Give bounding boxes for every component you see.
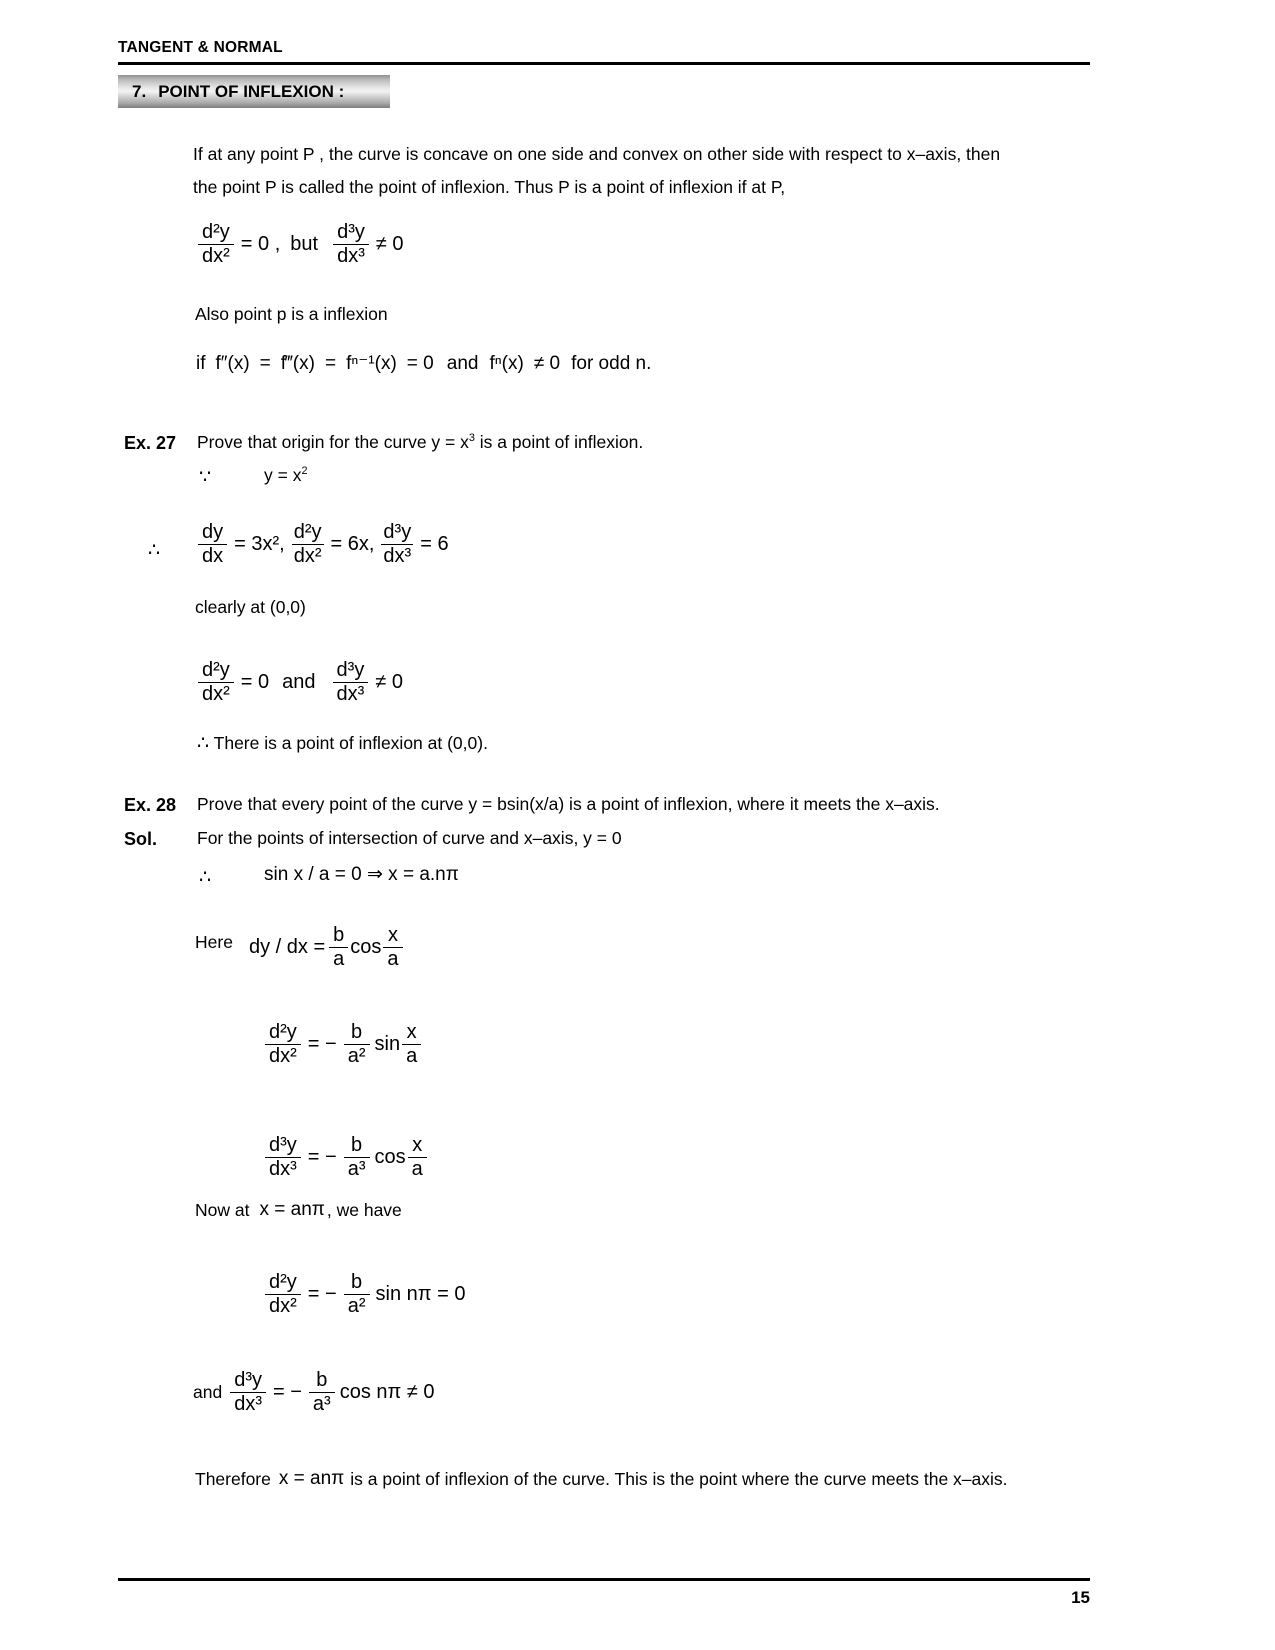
b-numerator-d2y: b bbox=[351, 1021, 363, 1043]
dx3-denominator-origin: dx³ bbox=[333, 682, 369, 705]
b-over-a3-fraction bbox=[344, 1135, 370, 1180]
odd-n-tail: for odd n. bbox=[571, 352, 652, 374]
dx2-denominator-ex28: dx² bbox=[265, 1044, 301, 1067]
intro-paragraph bbox=[193, 138, 1093, 204]
third-derivative-not-equal-zero: ≠ 0 bbox=[375, 233, 404, 255]
a-arg-denominator: a bbox=[383, 947, 402, 970]
now-at-value: x = anπ bbox=[259, 1199, 325, 1220]
a3-denominator-d3y: a³ bbox=[344, 1157, 370, 1180]
example-27-origin-values bbox=[196, 660, 408, 705]
d3y-dx3-fraction-at-point bbox=[230, 1370, 266, 1415]
second-derivative-denominator: dx² bbox=[198, 244, 234, 267]
cos-n-pi-not-equal-zero: cos nπ ≠ 0 bbox=[339, 1381, 435, 1403]
d3y-numerator-ex28: d³y bbox=[269, 1134, 297, 1156]
d3y-numerator-ex27: d³y bbox=[383, 521, 412, 543]
example-27-statement-pre: Prove that origin for the curve y = x bbox=[197, 432, 469, 452]
x-numerator: x bbox=[387, 924, 398, 946]
dx-denominator: dx bbox=[198, 544, 227, 567]
final-conclusion-value: x = anπ bbox=[278, 1468, 345, 1489]
sin-function-d2y: sin bbox=[374, 1033, 401, 1055]
if-keyword: if bbox=[196, 352, 206, 374]
a2-denominator-at-point: a² bbox=[344, 1294, 370, 1317]
dx3-denominator-ex27: dx³ bbox=[383, 545, 412, 567]
clearly-at-origin: clearly at (0,0) bbox=[195, 597, 306, 617]
d2y-dx2-fraction-ex28 bbox=[265, 1022, 301, 1067]
equals-2: = bbox=[324, 352, 337, 374]
section-number: 7. bbox=[132, 81, 147, 101]
x-numerator-d3y: x bbox=[412, 1134, 423, 1156]
now-at-prefix: Now at bbox=[195, 1199, 250, 1220]
f-double-prime: f″(x) bbox=[215, 352, 250, 374]
therefore-symbol-ex28: ∴ bbox=[199, 867, 212, 888]
final-conclusion bbox=[195, 1468, 1008, 1490]
example-27-statement bbox=[197, 434, 643, 452]
section-title: POINT OF INFLEXION : bbox=[158, 81, 345, 101]
running-header-title: TANGENT & NORMAL bbox=[118, 39, 283, 56]
x-over-a-fraction-d2y bbox=[402, 1022, 421, 1067]
now-at-suffix: , we have bbox=[326, 1199, 402, 1220]
dy-dx-fraction bbox=[198, 522, 227, 567]
third-derivative-numerator: d³y bbox=[337, 221, 365, 243]
intro-line-2: the point P is called the point of inflexion. Thus P is a point of inflexion if at P, bbox=[193, 177, 786, 197]
second-derivative-formula-ex28 bbox=[263, 1022, 423, 1067]
page-number: 15 bbox=[1071, 1588, 1090, 1607]
d2y-equals-minus: = − bbox=[307, 1033, 337, 1055]
cos-function: cos bbox=[350, 936, 382, 958]
d3y-equals-minus: = − bbox=[307, 1146, 337, 1168]
third-derivative-fraction bbox=[333, 222, 369, 267]
solution-label: Sol. bbox=[124, 829, 158, 849]
f-n-not-equal-zero: ≠ 0 bbox=[533, 352, 561, 374]
d2y-equals-zero-origin: = 0 bbox=[240, 671, 270, 693]
x-over-a-fraction-d3y bbox=[408, 1135, 427, 1180]
a-denominator: a bbox=[329, 947, 348, 970]
but-connector: but bbox=[290, 233, 319, 255]
final-conclusion-suffix: is a point of inflexion of the curve. This is the point where the curve meets the x–axis. bbox=[350, 1468, 1008, 1489]
third-derivative-formula-ex28 bbox=[263, 1135, 429, 1180]
and-connector-at-point: and bbox=[193, 1382, 223, 1402]
x-numerator-d2y: x bbox=[406, 1021, 417, 1043]
b-over-a3-fraction-at-point bbox=[309, 1370, 335, 1415]
second-derivative-numerator: d²y bbox=[202, 221, 230, 243]
b-numerator-at-point-d3y: b bbox=[316, 1369, 328, 1391]
therefore-symbol-conclusion: ∴ bbox=[197, 733, 210, 754]
dx2-denominator-origin: dx² bbox=[198, 682, 234, 705]
d2y-dx2-fraction-ex27 bbox=[292, 522, 324, 567]
higher-derivative-condition bbox=[196, 352, 656, 375]
b-numerator-d3y: b bbox=[351, 1134, 363, 1156]
example-27-conclusion-text: There is a point of inflexion at (0,0). bbox=[213, 733, 488, 753]
dx2-denominator-ex27: dx² bbox=[293, 545, 322, 567]
example-27-exponent: 3 bbox=[468, 432, 475, 445]
now-at-line bbox=[195, 1199, 402, 1221]
f-n: fⁿ(x) bbox=[489, 352, 524, 374]
a-denominator-arg-d2y: a bbox=[402, 1044, 421, 1067]
also-point-line: Also point p is a inflexion bbox=[195, 304, 388, 324]
d2y-numerator-ex27: d²y bbox=[293, 521, 322, 543]
d3y-dx3-fraction-ex27 bbox=[381, 522, 413, 567]
second-derivative-fraction bbox=[198, 222, 234, 267]
d3y-not-equal-zero-origin: ≠ 0 bbox=[375, 671, 403, 693]
example-27-given-exponent: 2 bbox=[301, 465, 308, 478]
second-derivative-equals-zero: = 0 , bbox=[240, 233, 281, 255]
third-derivative-at-point bbox=[193, 1370, 435, 1415]
d2y-at-equals-minus: = − bbox=[307, 1283, 337, 1305]
a2-denominator-d2y: a² bbox=[344, 1044, 370, 1067]
third-derivative-denominator: dx³ bbox=[333, 244, 369, 267]
dx3-denominator-at-point: dx³ bbox=[230, 1392, 266, 1415]
cos-function-d3y: cos bbox=[374, 1146, 406, 1168]
a3-denominator-at-point: a³ bbox=[309, 1392, 335, 1415]
example-28-statement: Prove that every point of the curve y = bsin(x/a) is a point of inflexion, where it meets the x–axis. bbox=[197, 794, 940, 814]
example-27-derivative-chain bbox=[196, 522, 454, 567]
third-derivative-result: = 6 bbox=[420, 533, 449, 555]
section-banner bbox=[118, 75, 390, 108]
therefore-symbol-ex27: ∴ bbox=[148, 540, 161, 561]
d3y-numerator-at-point: d³y bbox=[234, 1369, 262, 1391]
header-rule bbox=[118, 62, 1090, 65]
and-connector-origin: and bbox=[282, 671, 316, 693]
solution-statement: For the points of intersection of curve and x–axis, y = 0 bbox=[197, 828, 622, 848]
dy-numerator: dy bbox=[202, 521, 224, 543]
d2y-fraction-origin bbox=[198, 660, 234, 705]
x-over-a-fraction bbox=[383, 925, 402, 970]
roots-equation: sin x / a = 0 ⇒ x = a.nπ bbox=[264, 864, 459, 885]
b-over-a2-fraction bbox=[344, 1022, 370, 1067]
footer-rule bbox=[118, 1578, 1090, 1581]
example-27-given bbox=[264, 467, 307, 485]
dx2-denominator-at-point: dx² bbox=[265, 1294, 301, 1317]
equals-1: = bbox=[259, 352, 271, 374]
d3y-fraction-origin bbox=[333, 660, 369, 705]
b-over-a-fraction bbox=[329, 925, 348, 970]
f-n-minus-one: fⁿ⁻¹(x) bbox=[346, 353, 397, 374]
because-symbol-ex27: ∵ bbox=[199, 467, 212, 488]
intro-line-1: If at any point P , the curve is concave on one side and convex on other side with respect to x–axis, then bbox=[193, 144, 1001, 164]
d2y-numerator-origin: d²y bbox=[202, 659, 230, 681]
d2y-numerator-at-point: d²y bbox=[269, 1271, 297, 1293]
d2y-numerator-ex28: d²y bbox=[269, 1021, 297, 1043]
b-over-a2-fraction-at-point bbox=[344, 1272, 370, 1317]
d3y-at-equals-minus: = − bbox=[273, 1381, 302, 1403]
here-label: Here bbox=[195, 932, 233, 952]
example-27-statement-post: is a point of inflexion. bbox=[474, 432, 644, 452]
first-derivative-result: = 3x², bbox=[234, 533, 285, 555]
d3y-numerator-origin: d³y bbox=[336, 659, 365, 681]
b-numerator: b bbox=[333, 924, 345, 946]
second-derivative-result: = 6x, bbox=[330, 533, 375, 555]
example-27-label: Ex. 27 bbox=[124, 433, 177, 453]
equals-zero: = 0 bbox=[406, 352, 434, 374]
example-28-label: Ex. 28 bbox=[124, 795, 177, 815]
b-numerator-at-point: b bbox=[351, 1271, 363, 1293]
d3y-dx3-fraction-ex28 bbox=[265, 1135, 301, 1180]
sin-n-pi-equals-zero: sin nπ = 0 bbox=[375, 1283, 466, 1305]
second-derivative-at-point bbox=[263, 1272, 465, 1317]
dy-dx-formula-ex28 bbox=[249, 925, 405, 970]
dx3-denominator-ex28: dx³ bbox=[265, 1157, 301, 1180]
final-conclusion-prefix: Therefore bbox=[195, 1468, 271, 1489]
example-27-given-pre: y = x bbox=[264, 465, 302, 485]
example-27-conclusion bbox=[197, 734, 488, 753]
and-connector: and bbox=[446, 352, 479, 374]
d2y-dx2-fraction-at-point bbox=[265, 1272, 301, 1317]
dy-dx-lhs: dy / dx = bbox=[249, 936, 326, 958]
inflexion-condition-formula bbox=[196, 222, 409, 267]
f-triple-prime: f‴(x) bbox=[280, 352, 315, 374]
a-denominator-arg-d3y: a bbox=[408, 1157, 427, 1180]
